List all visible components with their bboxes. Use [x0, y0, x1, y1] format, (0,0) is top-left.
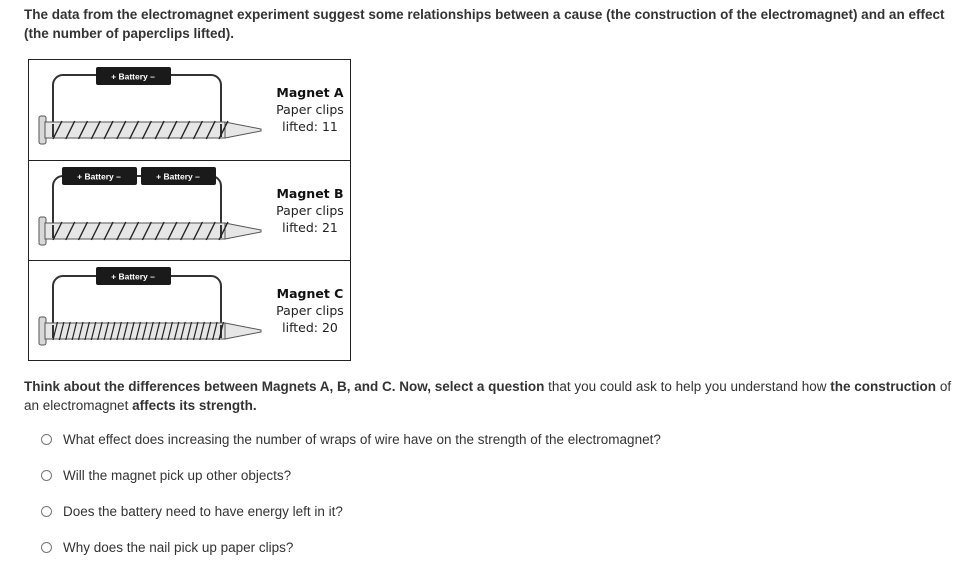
answer-option-4[interactable] — [41, 540, 293, 555]
battery-label: + Battery – — [77, 171, 121, 182]
paperclips-count: lifted: 11 — [282, 119, 338, 134]
answer-label: What effect does increasing the number of wraps of wire have on the strength of the electromagnet? — [63, 432, 661, 447]
magnet-c-caption — [269, 285, 351, 336]
question-part-1: Think about the differences between Magnets A, B, and C. Now, select a question — [24, 379, 545, 394]
nail-icon — [39, 217, 261, 245]
question-prompt — [24, 377, 954, 415]
electromagnet-figure — [28, 59, 351, 361]
magnet-b-illustration — [29, 161, 269, 261]
nail-icon — [39, 317, 261, 345]
intro-text: The data from the electromagnet experiment suggest some relationships between a cause (the construction of the electromagnet) and an effect (the number of paperclips lifted). — [24, 7, 945, 41]
radio-button[interactable] — [41, 542, 52, 553]
battery-label: + Battery – — [156, 171, 200, 182]
question-part-2: that you could ask to help you understand how — [544, 379, 831, 394]
magnet-name: Magnet A — [276, 85, 344, 100]
magnet-a-panel — [29, 60, 350, 160]
radio-button[interactable] — [41, 506, 52, 517]
question-part-5: affects its strength. — [132, 398, 257, 413]
answer-label: Why does the nail pick up paper clips? — [63, 540, 294, 555]
question-part-4: of an electromagnet — [24, 379, 952, 413]
paperclips-label: Paper clips — [276, 203, 344, 218]
paperclips-label: Paper clips — [276, 303, 344, 318]
magnet-name: Magnet B — [276, 186, 344, 201]
answer-label: Will the magnet pick up other objects? — [63, 468, 292, 483]
radio-button[interactable] — [41, 434, 52, 445]
question-part-3: the construction — [830, 379, 937, 394]
answer-option-3[interactable] — [41, 504, 343, 519]
answer-label: Does the battery need to have energy left in it? — [63, 504, 343, 519]
answer-option-1[interactable] — [41, 432, 661, 447]
radio-button[interactable] — [41, 470, 52, 481]
battery-label: + Battery – — [111, 271, 155, 282]
paperclips-count: lifted: 20 — [282, 320, 338, 335]
magnet-c-illustration — [29, 261, 269, 361]
magnet-a-illustration — [29, 60, 269, 160]
magnet-c-panel — [29, 260, 350, 361]
magnet-name: Magnet C — [276, 286, 344, 301]
battery-label: + Battery – — [111, 71, 155, 82]
answer-option-2[interactable] — [41, 468, 291, 483]
nail-icon — [39, 116, 261, 144]
magnet-a-caption — [269, 84, 351, 135]
magnet-b-panel — [29, 160, 350, 261]
paperclips-count: lifted: 21 — [282, 220, 338, 235]
paperclips-label: Paper clips — [276, 102, 344, 117]
magnet-b-caption — [269, 185, 351, 236]
